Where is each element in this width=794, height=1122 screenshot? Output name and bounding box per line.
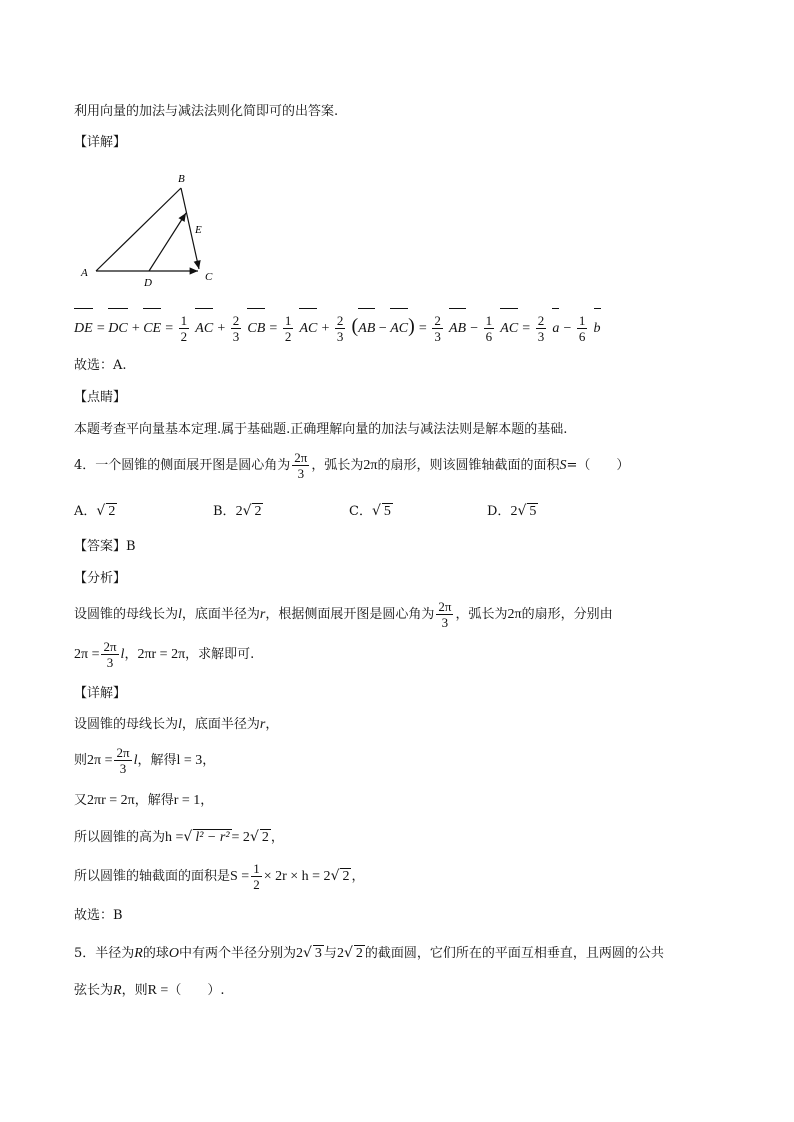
- label-D: D: [144, 277, 152, 289]
- frac-2-3: $\frac{2}{3}$: [336, 313, 344, 344]
- detail-line-2: 则2π = $\frac{2\pi}{3}$ l，解得l = 3，: [74, 745, 216, 776]
- label-A: A: [81, 267, 88, 279]
- vector-equation: DE = DC + CE = $\frac{1}{2}$ AC + $\frac{2}{3}$ CB = $\frac{1}{2}$ AC + $\frac{2}{3}$ (AB − AC) = $\frac{2}{3}$ AB − $\frac{1}{6}$ AC = $\frac{2}{3}$ a − $\frac{1}{6}$ b: [74, 308, 601, 347]
- answer: 【答案】B: [74, 539, 136, 554]
- frac-2-3: $\frac{2}{3}$: [232, 313, 240, 344]
- detail-line-1: 设圆锥的母线长为l，底面半径为r，: [74, 717, 279, 732]
- question-5-line-2: 弦长为R，则R =（ ）.: [74, 983, 225, 998]
- choose-b: 故选：B: [74, 908, 123, 923]
- detail-line-5: 所以圆锥的轴截面的面积是S = $\frac{1}{2}$ × 2r × h = 2√ 2 ，: [74, 861, 365, 892]
- frac-1-2: $\frac{1}{2}$: [284, 313, 292, 344]
- intro-text: 利用向量的加法与减法法则化简即可的出答案.: [74, 104, 339, 119]
- vec-CB: CB: [247, 311, 265, 347]
- frac-1-2: $\frac{1}{2}$: [253, 861, 260, 892]
- analysis-heading: 【分析】: [74, 571, 127, 586]
- question-4: 4．一个圆锥的侧面展开图是圆心角为 $\frac{2\pi}{3}$ ，弧长为2π的扇形，则该圆锥轴截面的面积S=（ ）: [74, 450, 630, 481]
- vec-b: b: [594, 311, 601, 347]
- detail-heading: 【详解】: [74, 135, 127, 150]
- question-5-line-1: 5．半径为R的球O中有两个半径分别为2√ 3 与2√ 2 的截面圆，它们所在的平面互相垂直，且两圆的公共: [74, 945, 664, 961]
- options-row: [74, 500, 714, 520]
- frac-2-3: $\frac{2}{3}$: [434, 313, 441, 344]
- detail-heading-2: 【详解】: [74, 686, 127, 701]
- option-d[interactable]: D．2√ 5: [487, 503, 537, 519]
- analysis-line-2: 2π = $\frac{2\pi}{3}$ l，2πr = 2π，求解即可.: [74, 639, 255, 670]
- vec-AC: AC: [195, 311, 213, 347]
- frac-1-6: $\frac{1}{6}$: [485, 313, 493, 344]
- detail-line-3: 又2πr = 2π，解得r = 1，: [74, 793, 214, 808]
- angle-fraction: $\frac{2\pi}{3}$: [438, 599, 452, 630]
- option-b[interactable]: B．2√ 2: [213, 503, 262, 519]
- angle-fraction: $\frac{2\pi}{3}$: [103, 639, 117, 670]
- segment-AB: [96, 188, 181, 271]
- triangle-diagram: [74, 168, 234, 293]
- vec-CE: CE: [143, 311, 161, 347]
- vec-AC: AC: [299, 311, 317, 347]
- comment-text: 本题考查平向量基本定理.属于基础题.正确理解向量的加法与减法法则是解本题的基础.: [74, 422, 568, 437]
- vec-a: a: [552, 311, 559, 347]
- vec-AB: AB: [449, 311, 466, 347]
- comment-heading: 【点睛】: [74, 390, 127, 405]
- label-B: B: [178, 173, 185, 185]
- vec-AC: AC: [500, 311, 518, 347]
- choose-a: 故选：A.: [74, 358, 127, 373]
- analysis-line-1: 设圆锥的母线长为l，底面半径为r，根据侧面展开图是圆心角为 $\frac{2\pi}{3}$ ，弧长为2π的扇形，分别由: [74, 599, 613, 630]
- detail-line-4: 所以圆锥的高为h =√ l² − r² = 2√ 2 ，: [74, 829, 284, 845]
- label-E: E: [195, 224, 202, 236]
- angle-fraction: $\frac{2\pi}{3}$: [116, 745, 130, 776]
- vec-DC: DC: [108, 311, 127, 347]
- label-C: C: [205, 271, 213, 283]
- frac-2-3: $\frac{2}{3}$: [537, 313, 545, 344]
- frac-1-2: $\frac{1}{2}$: [180, 313, 188, 344]
- frac-1-6: $\frac{1}{6}$: [578, 313, 586, 344]
- option-a[interactable]: A．√ 2: [74, 503, 116, 519]
- angle-fraction: $\frac{2\pi}{3}$: [294, 450, 308, 481]
- vec-AB: AB: [358, 311, 375, 347]
- vector-DE: [149, 213, 186, 271]
- option-c[interactable]: C．√ 5: [349, 503, 391, 519]
- vec-AC: AC: [390, 311, 408, 347]
- vec-DE: DE: [74, 311, 93, 347]
